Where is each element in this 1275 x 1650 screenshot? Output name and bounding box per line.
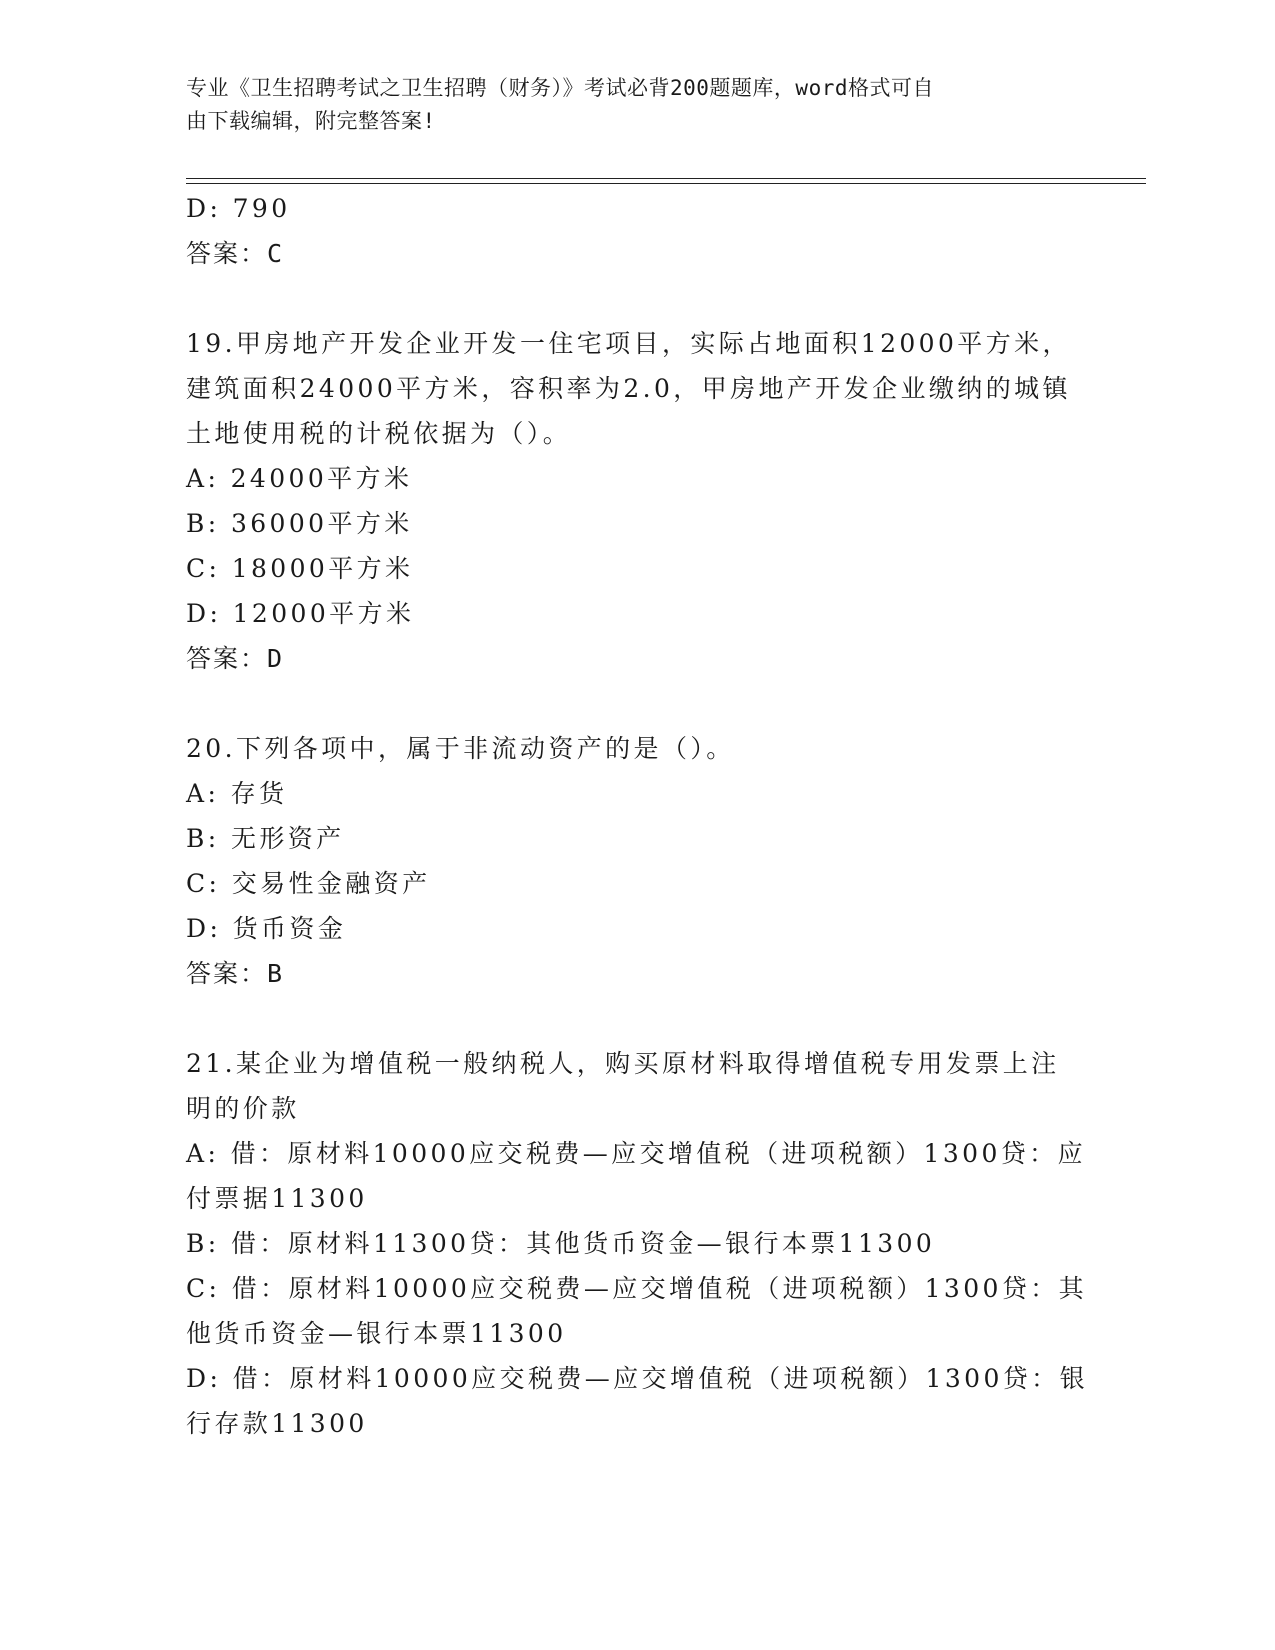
option-b: B: 无形资产 <box>186 824 345 853</box>
header-title-line: 专业《卫生招聘考试之卫生招聘（财务）》考试必背200题题库，word格式可自 <box>186 76 934 100</box>
option-d: D: 货币资金 <box>186 914 347 943</box>
question-stem: 明的价款 <box>186 1094 300 1123</box>
option-d: D: 12000平方米 <box>186 599 415 628</box>
question-stem: 20.下列各项中，属于非流动资产的是（）。 <box>186 734 735 763</box>
option-c: C: 交易性金融资产 <box>186 869 431 898</box>
header-divider <box>186 183 1146 184</box>
answer: 答案：D <box>186 644 285 673</box>
spacer <box>186 996 1086 1041</box>
option-a: A: 借：原材料10000应交税费—应交增值税（进项税额）1300贷：应 <box>186 1139 1086 1168</box>
option-a-continued: 付票据11300 <box>186 1184 368 1213</box>
question-20 <box>186 726 1086 996</box>
option-d: D: 790 <box>186 194 291 223</box>
question-19 <box>186 321 1086 681</box>
question-stem: 21.某企业为增值税一般纳税人，购买原材料取得增值税专用发票上注 <box>186 1049 1060 1078</box>
option-b: B: 36000平方米 <box>186 509 413 538</box>
question-stem: 建筑面积24000平方米，容积率为2.0，甲房地产开发企业缴纳的城镇 <box>186 374 1071 403</box>
option-a: A: 24000平方米 <box>186 464 413 493</box>
question-stem: 19.甲房地产开发企业开发一住宅项目，实际占地面积12000平方米， <box>186 329 1071 358</box>
spacer <box>186 276 1086 321</box>
header-title-line: 由下载编辑，附完整答案! <box>186 109 436 133</box>
option-c-continued: 他货币资金—银行本票11300 <box>186 1319 567 1348</box>
question-stem: 土地使用税的计税依据为（）。 <box>186 419 572 448</box>
option-c: C: 借：原材料10000应交税费—应交增值税（进项税额）1300贷：其 <box>186 1274 1088 1303</box>
question-21 <box>186 1041 1086 1446</box>
document-body <box>186 186 1086 1446</box>
header-divider <box>186 178 1146 179</box>
spacer <box>186 681 1086 726</box>
option-d: D: 借：原材料10000应交税费—应交增值税（进项税额）1300贷：银 <box>186 1364 1088 1393</box>
answer: 答案：C <box>186 239 285 268</box>
answer: 答案：B <box>186 959 285 988</box>
option-d-continued: 行存款11300 <box>186 1409 368 1438</box>
document-header <box>186 72 1066 138</box>
option-b: B: 借：原材料11300贷：其他货币资金—银行本票11300 <box>186 1229 936 1258</box>
option-a: A: 存货 <box>186 779 288 808</box>
option-c: C: 18000平方米 <box>186 554 414 583</box>
